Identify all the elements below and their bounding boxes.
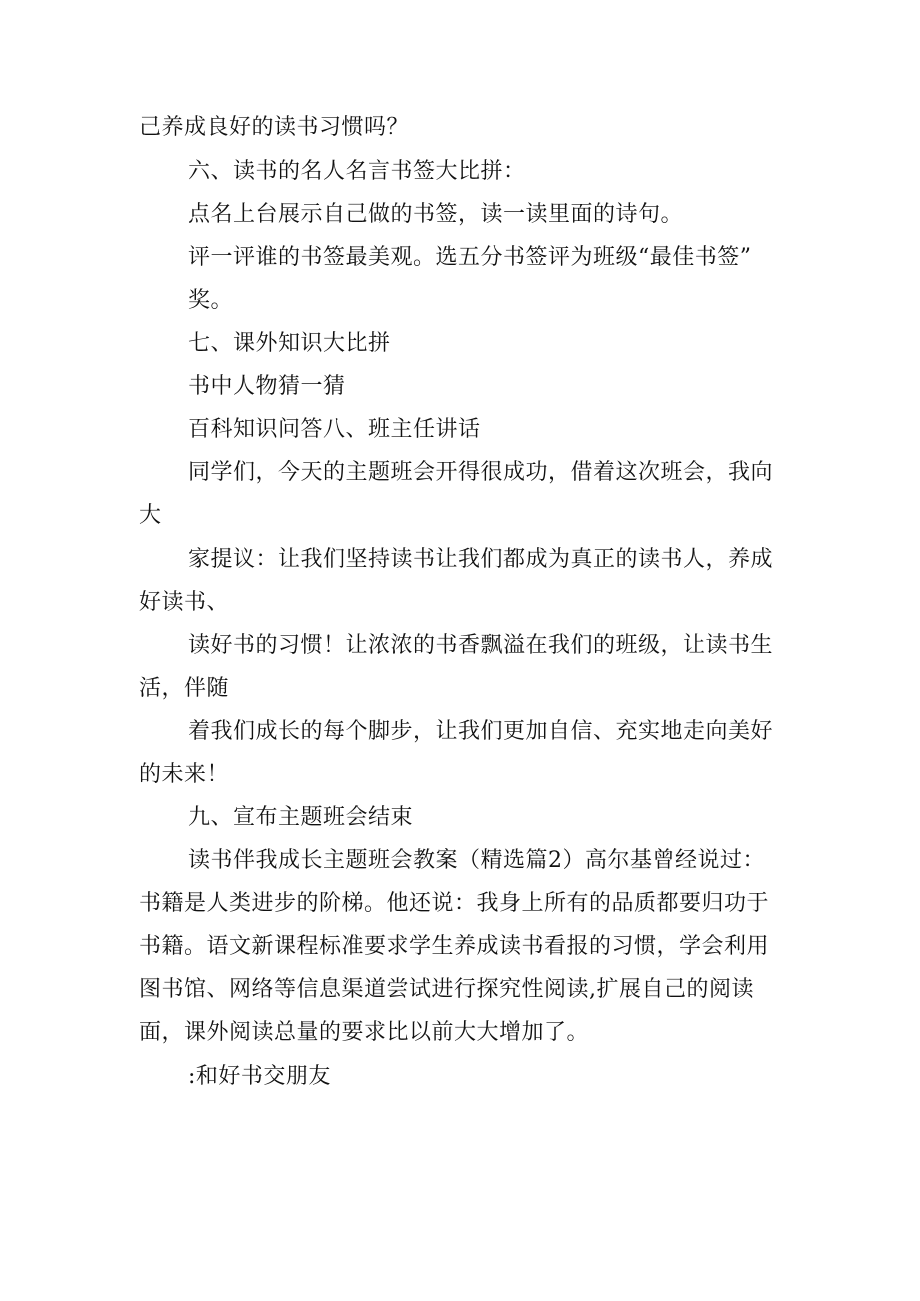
text-line: 的未来！ bbox=[139, 762, 230, 787]
text-line: 奖。 bbox=[188, 288, 234, 313]
text-line: 大 bbox=[139, 503, 162, 528]
text-line: :和好书交朋友 bbox=[188, 1064, 331, 1089]
text-line: 图书馆、网络等信息渠道尝试进行探究性阅读,扩展自己的阅读 bbox=[139, 977, 754, 1002]
section-heading: 七、课外知识大比拼 bbox=[188, 331, 391, 356]
text-line: 书籍是人类进步的阶梯。他还说：我身上所有的品质都要归功于 bbox=[139, 891, 770, 916]
text-line: 点名上台展示自己做的书签，读一读里面的诗句。 bbox=[188, 202, 684, 227]
section-heading: 六、读书的名人名言书签大比拼： bbox=[188, 159, 526, 184]
text-line: 同学们，今天的主题班会开得很成功，借着这次班会，我向 bbox=[188, 460, 774, 485]
text-line: 家提议：让我们坚持读书让我们都成为真正的读书人，养成 bbox=[188, 547, 774, 572]
section-heading: 百科知识问答八、班主任讲话 bbox=[188, 417, 481, 442]
text-line: 读好书的习惯！让浓浓的书香飘溢在我们的班级，让读书生 bbox=[188, 633, 774, 658]
text-line: 着我们成长的每个脚步，让我们更加自信、充实地走向美好 bbox=[188, 719, 774, 744]
text-line: 好读书、 bbox=[139, 590, 230, 615]
text-line: 读书伴我成长主题班会教案（精选篇2）高尔基曾经说过： bbox=[188, 848, 765, 873]
section-heading: 九、宣布主题班会结束 bbox=[188, 805, 414, 830]
text-line: 书籍。语文新课程标准要求学生养成读书看报的习惯，学会利用 bbox=[139, 934, 770, 959]
text-line: 评一评谁的书签最美观。选五分书签评为班级“最佳书签” bbox=[188, 245, 752, 270]
text-line: 活，伴随 bbox=[139, 676, 230, 701]
text-line: 书中人物猜一猜 bbox=[188, 374, 346, 399]
text-line: 面，课外阅读总量的要求比以前大大增加了。 bbox=[139, 1020, 590, 1045]
text-line: 己养成良好的读书习惯吗？ bbox=[139, 115, 410, 140]
